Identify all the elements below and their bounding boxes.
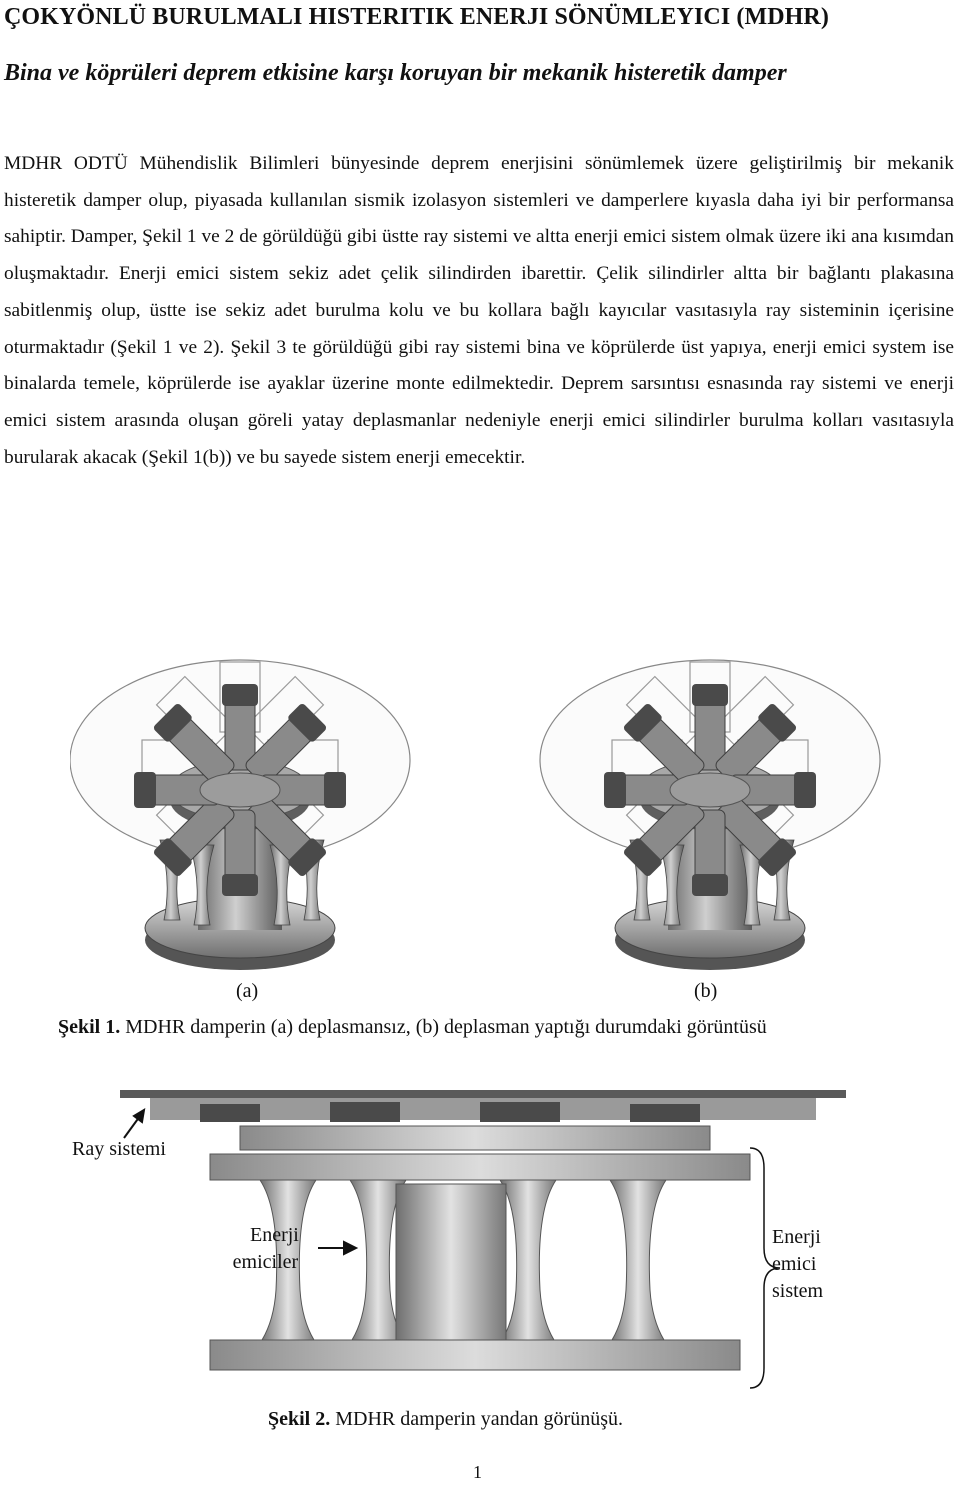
figure-2-illustration (60, 1080, 860, 1410)
figure-1-label-b: (b) (694, 980, 718, 1002)
hub-plate (210, 1154, 750, 1180)
label-rail-system: Ray sistemi (72, 1138, 166, 1160)
document-title: ÇOKYÖNLÜ BURULMALI HISTERITIK ENERJI SÖNÜMLEYICI (MDHR) (4, 4, 829, 30)
label-energy-absorbers-line1: Enerji (250, 1224, 299, 1246)
document-subtitle: Bina ve köprüleri deprem etkisine karşı koruyan bir mekanik histeretik damper (4, 60, 787, 86)
absorber-column (610, 1180, 666, 1340)
damper-render-undeformed (70, 660, 410, 970)
torsion-arms (240, 1126, 710, 1150)
figure-2-caption (268, 1408, 623, 1431)
figure-1-caption-label: Şekil 1. (58, 1016, 121, 1038)
base-plate (210, 1340, 740, 1370)
label-energy-absorbers (232, 1222, 299, 1276)
label-energy-system-line2: emici (772, 1253, 817, 1275)
figure-1-caption (58, 1016, 767, 1039)
figure-2-caption-text: MDHR damperin yandan görünüşü. (330, 1408, 623, 1430)
figure-1-illustration (70, 640, 900, 980)
absorber-column (500, 1180, 556, 1340)
page-number: 1 (473, 1462, 482, 1482)
label-energy-system-line3: sistem (772, 1280, 824, 1302)
damper-render-deformed (540, 660, 880, 970)
label-energy-system-line1: Enerji (772, 1226, 821, 1248)
label-energy-system (772, 1224, 823, 1305)
central-cylinder (396, 1184, 506, 1340)
figure-1-label-a: (a) (236, 980, 259, 1002)
figure-2-caption-label: Şekil 2. (268, 1408, 331, 1430)
label-energy-absorbers-line2: emiciler (232, 1251, 299, 1273)
figure-1-caption-text: MDHR damperin (a) deplasmansız, (b) deplasman yaptığı durumdaki görüntüsü (120, 1016, 767, 1038)
body-paragraph: MDHR ODTÜ Mühendislik Bilimleri bünyesinde deprem enerjisini sönümlemek üzere geliştirilmiş bir mekanik histeretik damper olup, piyasada kullanılan sismik izolasyon sistemleri ve damperlere kıyasla daha iyi bir performansa sahiptir. Damper, Şekil 1 ve 2 de görüldüğü gibi üstte ray sistemi ve altta enerji emici sistem olmak üzere iki ana kısımdan oluşmaktadır. Enerji emici sistem sekiz adet çelik silindirden ibarettir. Çelik silindirler altta bir bağlantı plakasına sabitlenmiş olup, üstte ise sekiz adet burulma kolu ve bu kollara bağlı kayıcılar vasıtasıyla ray sisteminin içerisine oturmaktadır (Şekil 1 ve 2). Şekil 3 te görüldüğü gibi ray sistemi bina ve köprülerde üst yapıya, enerji emici system ise binalarda temele, köprülerde ise ayaklar üzerine monte edilmektedir. Deprem sarsıntısı esnasında ray sistemi ve enerji emici sistem arasında oluşan göreli yatay deplasmanlar nedeniyle enerji emici silindirler burulma kolları vasıtasıyla burularak akacak (Şekil 1(b)) ve bu sayede sistem enerji emecektir. (4, 153, 954, 468)
rail-top-plate (120, 1090, 846, 1098)
